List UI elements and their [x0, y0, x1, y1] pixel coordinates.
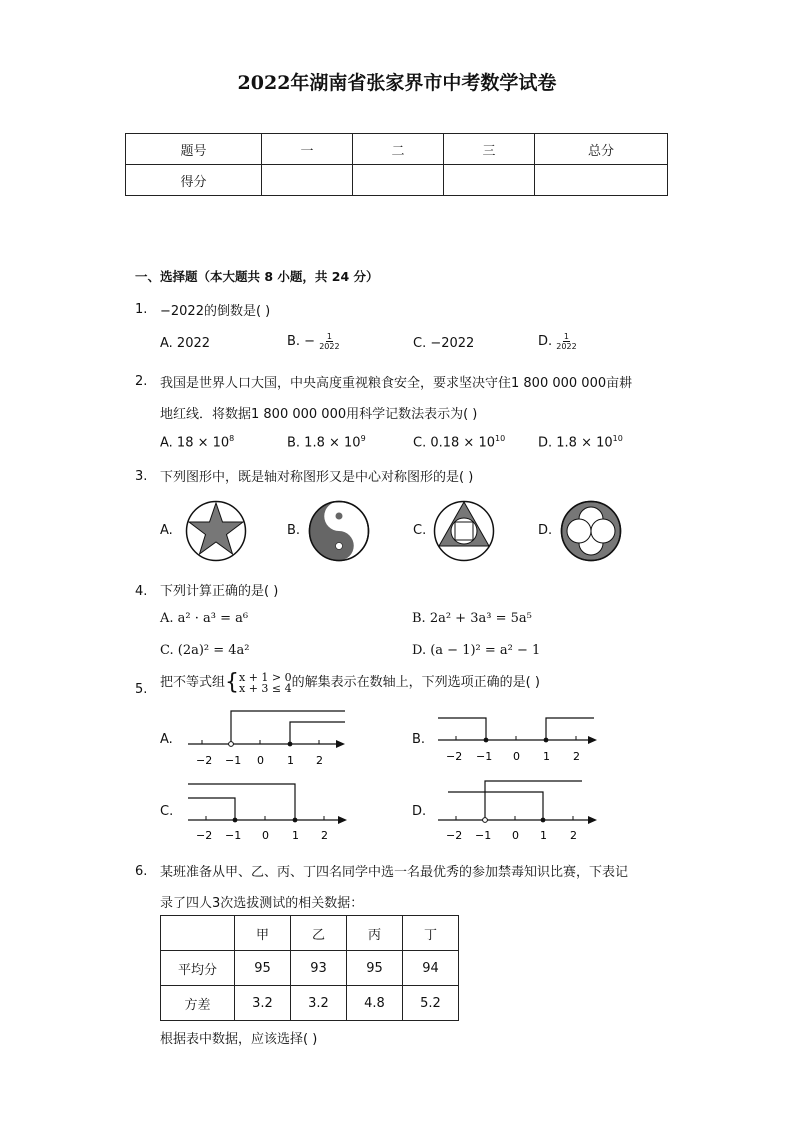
table-cell: 丙 [347, 916, 403, 951]
option-b: B. [412, 732, 426, 747]
question-number: 2. [135, 374, 148, 389]
question-number: 3. [135, 469, 148, 484]
option-a: A. $18 \times 10^8$ [160, 434, 235, 451]
question-number: 4. [135, 584, 148, 599]
question-number: 6. [135, 864, 148, 879]
table-cell: 题号 [126, 134, 262, 165]
option-c: C. [413, 523, 427, 538]
tick-label: −1 [475, 829, 492, 842]
fraction: $\frac{1}{2022}$ [319, 332, 340, 351]
table-cell: 94 [403, 951, 459, 986]
tick-label: 0 [257, 754, 264, 767]
tick-label: −2 [446, 750, 463, 763]
tick-label: −2 [196, 829, 213, 842]
tick-label: −1 [225, 754, 242, 767]
option-c: C. [160, 804, 174, 819]
table-cell: 乙 [291, 916, 347, 951]
tick-label: 2 [573, 750, 580, 763]
table-cell [161, 916, 235, 951]
table-cell: 3.2 [291, 986, 347, 1021]
table-header-row [161, 916, 459, 951]
option-d: D. $1.8 \times 10^{10}$ [538, 434, 623, 451]
table-row [161, 951, 459, 986]
tick-label: 2 [321, 829, 328, 842]
question-stem: 下列图形中，既是轴对称图形又是中心对称图形的是( ) [160, 470, 474, 485]
score-table-header-row [126, 134, 668, 165]
number-line-d [432, 778, 602, 842]
table-cell: 丁 [403, 916, 459, 951]
question-stem: 把不等式组{ x + 1 > 0 x + 3 ≤ 4 的解集表示在数轴上，下列选项正确的是( ) [160, 669, 540, 695]
triangle-square-circle-figure [433, 500, 495, 562]
fraction: $\frac{1}{2022}$ [556, 332, 577, 351]
tick-label: 1 [543, 750, 550, 763]
option-a: A. 2022 [160, 336, 211, 351]
option-d: D. [538, 523, 553, 538]
table-cell: 95 [347, 951, 403, 986]
number-line-c [182, 778, 352, 842]
option-d: D. [412, 804, 427, 819]
question-stem-line-1: 某班准备从甲、乙、丙、丁四名同学中选一名最优秀的参加禁毒知识比赛，下表记 [160, 865, 629, 880]
inequality-system: x + 1 > 0 x + 3 ≤ 4 [239, 670, 292, 695]
table-cell: 总分 [535, 134, 668, 165]
star-in-circle-figure [185, 500, 247, 562]
question-stem: 下列计算正确的是( ) [160, 584, 279, 599]
question-stem-line-2: 地红线．将数据1 800 000 000用科学记数法表示为( ) [160, 407, 478, 422]
option-c: C. $0.18 \times 10^{10}$ [413, 434, 506, 451]
question-stem: −2022的倒数是( ) [160, 304, 271, 319]
page-title: 2022年湖南省张家界市中考数学试卷 [237, 72, 557, 94]
four-petal-circle-figure [560, 500, 622, 562]
tick-label: 0 [513, 750, 520, 763]
tick-label: 1 [540, 829, 547, 842]
table-cell: 二 [353, 134, 444, 165]
score-table [125, 133, 668, 196]
tick-label: 0 [512, 829, 519, 842]
table-cell: 93 [291, 951, 347, 986]
tick-label: −2 [196, 754, 213, 767]
yin-yang-figure [308, 500, 370, 562]
tick-label: 0 [262, 829, 269, 842]
option-a: A. [160, 732, 173, 747]
tick-label: 1 [287, 754, 294, 767]
score-table-score-row [126, 165, 668, 196]
question-stem-line-1: 我国是世界人口大国，中央高度重视粮食安全，要求坚决守住1 800 000 000亩耕 [160, 376, 633, 391]
option-d: D. $\frac{1}{2022}$ [538, 332, 577, 351]
table-cell: 4.8 [347, 986, 403, 1021]
option-a: A. [160, 523, 173, 538]
tick-label: 2 [570, 829, 577, 842]
option-b: B. [287, 523, 301, 538]
question-footer: 根据表中数据，应该选择( ) [160, 1032, 318, 1047]
tick-label: −1 [225, 829, 242, 842]
tick-label: 1 [292, 829, 299, 842]
table-cell: 一 [262, 134, 353, 165]
score-input-cell[interactable] [444, 165, 535, 196]
data-table [160, 915, 459, 1021]
option-b: B. − $\frac{1}{2022}$ [287, 332, 340, 351]
table-row [161, 986, 459, 1021]
table-cell: 得分 [126, 165, 262, 196]
tick-label: −1 [476, 750, 493, 763]
tick-label: 2 [316, 754, 323, 767]
section-heading: 一、选择题（本大题共 8 小题，共 24 分） [135, 269, 379, 284]
question-number: 1. [135, 302, 148, 317]
table-cell: 3.2 [235, 986, 291, 1021]
option-b: B. 2a² + 3a³ = 5a⁵ [412, 611, 532, 626]
option-c: C. (2a)² = 4a² [160, 643, 250, 658]
score-input-cell[interactable] [535, 165, 668, 196]
number-line-b [432, 708, 602, 768]
table-cell: 5.2 [403, 986, 459, 1021]
tick-label: −2 [446, 829, 463, 842]
table-cell: 95 [235, 951, 291, 986]
option-d: D. (a − 1)² = a² − 1 [412, 643, 541, 658]
question-number: 5. [135, 682, 148, 697]
table-cell: 方差 [161, 986, 235, 1021]
option-c: C. −2022 [413, 336, 475, 351]
table-cell: 三 [444, 134, 535, 165]
table-cell: 甲 [235, 916, 291, 951]
option-a: A. a² · a³ = a⁶ [160, 611, 249, 626]
number-line-a [180, 708, 350, 768]
score-input-cell[interactable] [262, 165, 353, 196]
table-cell: 平均分 [161, 951, 235, 986]
question-stem-line-2: 录了四人3次选拔测试的相关数据： [160, 896, 364, 911]
option-b: B. $1.8 \times 10^9$ [287, 434, 366, 451]
score-input-cell[interactable] [353, 165, 444, 196]
